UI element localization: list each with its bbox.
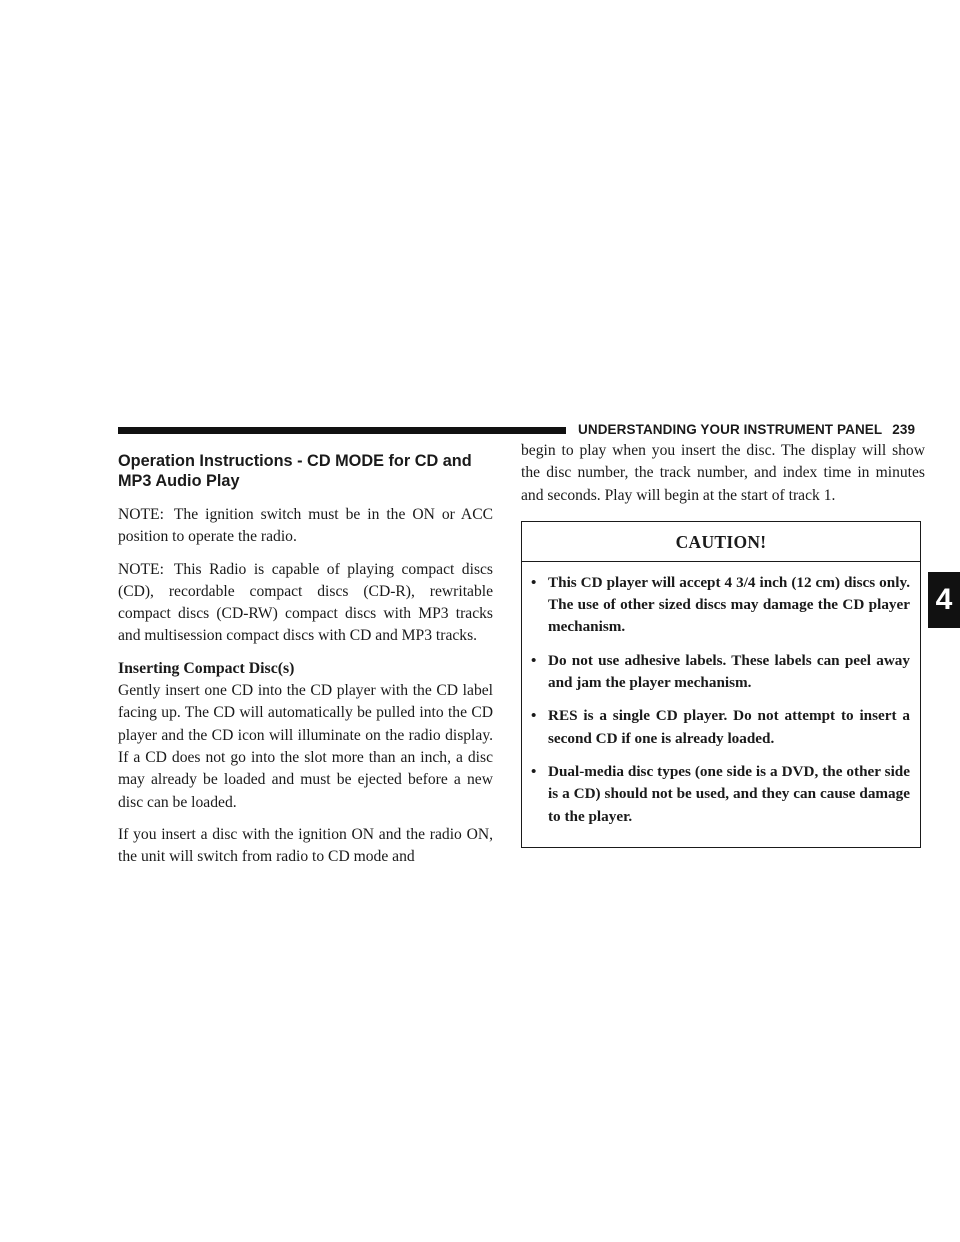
caution-text: Do not use adhesive labels. These labels can peel away and jam the player mechanism.	[548, 651, 910, 692]
page-number: 239	[892, 422, 916, 437]
note-label: NOTE:	[118, 506, 164, 523]
bullet-icon: •	[531, 651, 537, 669]
header-rule	[118, 427, 566, 434]
paragraph-ignition-on: If you insert a disc with the ignition ON and the radio ON, the unit will switch from radio to CD mode and	[118, 825, 493, 866]
note-label: NOTE:	[118, 560, 164, 578]
caution-text: This CD player will accept 4 3/4 inch (12 cm) discs only. The use of other sized discs may damage the CD player mechanism.	[548, 573, 910, 636]
paragraph-insert-cd: Gently insert one CD into the CD player with the CD label facing up. The CD will automatically be pulled into the CD player and the CD icon will illuminate on the radio display. If a CD does not go into the slot more than an inch, a disc may already be loaded and must be ejected before a new disc can be loaded.	[118, 682, 493, 811]
caution-item	[530, 761, 910, 828]
caution-item	[530, 650, 910, 695]
bullet-icon: •	[531, 573, 537, 591]
caution-box	[521, 521, 921, 848]
chapter-tab: 4	[928, 572, 960, 628]
bullet-icon: •	[531, 762, 537, 780]
section-heading: Operation Instructions - CD MODE for CD and MP3 Audio Play	[118, 452, 472, 490]
caution-list	[522, 562, 920, 847]
running-header	[578, 420, 915, 440]
caution-title: CAUTION!	[522, 522, 920, 562]
caution-item	[530, 705, 910, 750]
paragraph-continuation: begin to play when you insert the disc. The display will show the disc number, the track number, and index time in minutes and seconds. Play will begin at the start of track 1.	[521, 442, 925, 504]
left-column	[118, 452, 493, 878]
note-text: The ignition switch must be in the ON or ACC position to operate the radio.	[118, 506, 493, 546]
note-text: This Radio is capable of playing compact discs (CD), recordable compact discs (CD-R), rewritable compact discs (CD-RW) compact discs with MP3 tracks and multisession compact discs with CD and MP3 tracks.	[118, 560, 493, 645]
caution-text: Dual-media disc types (one side is a DVD, the other side is a CD) should not be used, and they can cause damage to the player.	[548, 762, 910, 825]
right-column	[521, 440, 925, 848]
subheading-inserting-discs: Inserting Compact Disc(s)	[118, 659, 295, 677]
caution-item	[530, 572, 910, 639]
caution-text: RES is a single CD player. Do not attempt to insert a second CD if one is already loaded.	[548, 707, 910, 747]
bullet-icon: •	[531, 707, 537, 725]
note-disc-types	[118, 559, 493, 648]
note-ignition	[118, 504, 493, 549]
running-title: UNDERSTANDING YOUR INSTRUMENT PANEL	[578, 422, 883, 437]
